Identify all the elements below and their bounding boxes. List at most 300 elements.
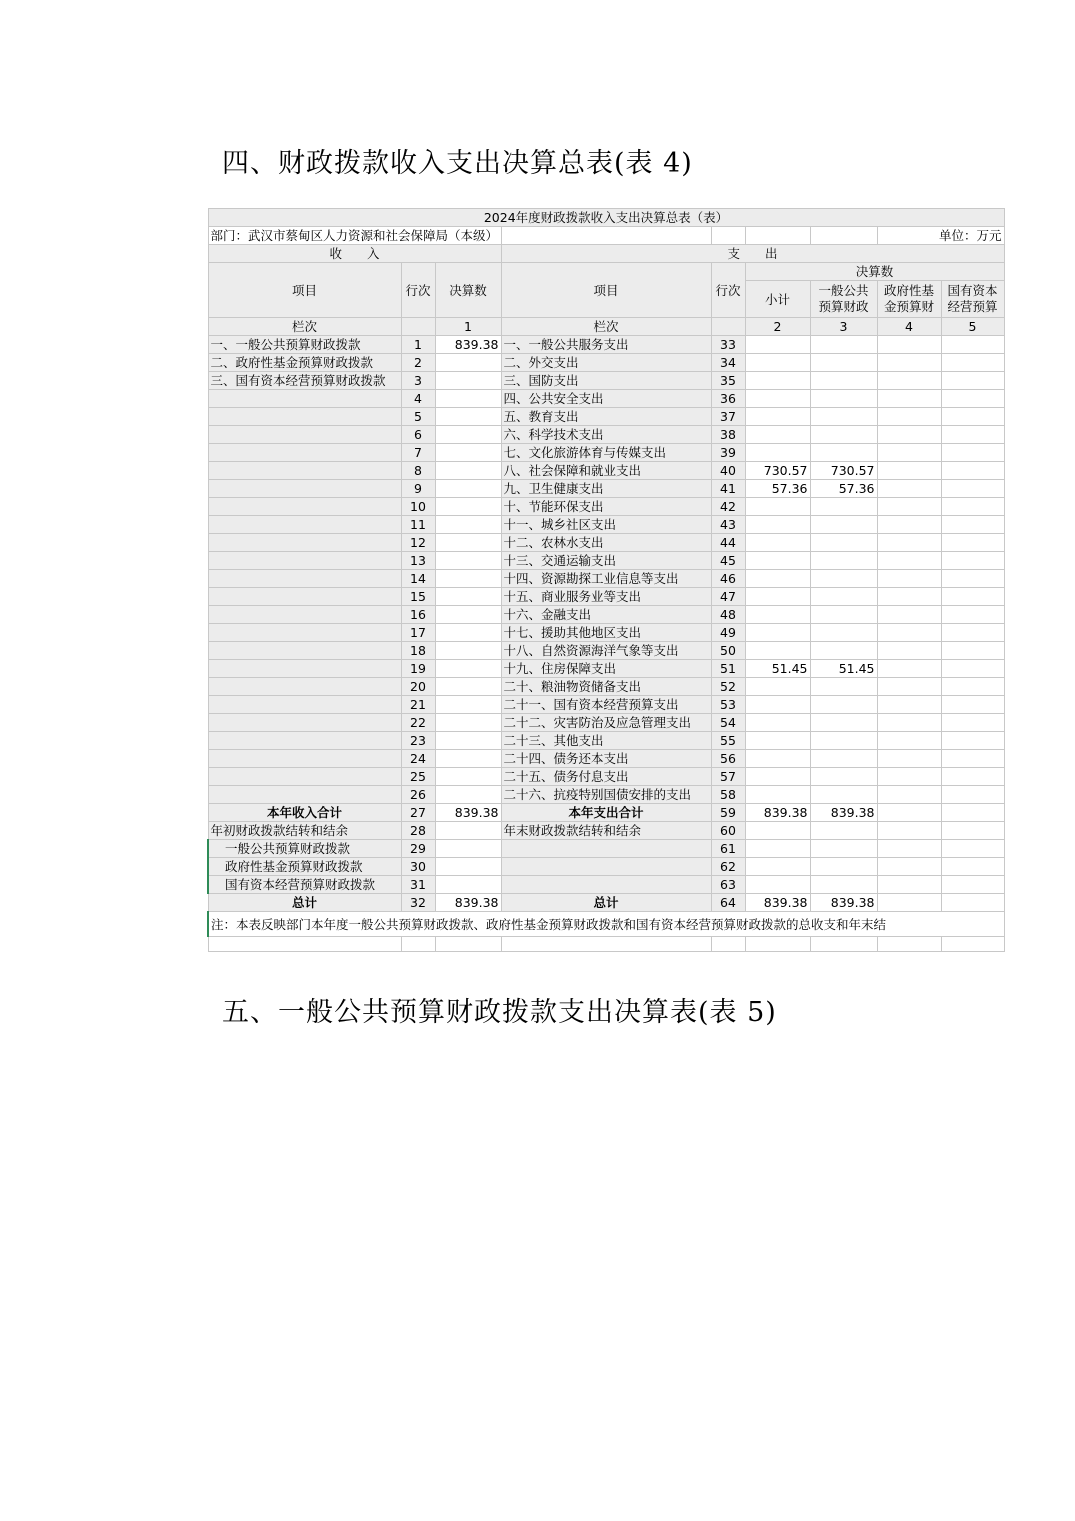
state-capital-cell: [941, 336, 1004, 354]
expense-item-cell: 十四、资源勘探工业信息等支出: [501, 570, 711, 588]
expense-row-no-cell: 33: [711, 336, 745, 354]
income-item-cell: 总计: [208, 894, 401, 912]
general-budget-cell: [810, 552, 877, 570]
unit-label: 单位：万元: [877, 227, 1004, 245]
table-title: 2024年度财政拨款收入支出决算总表（表）: [208, 209, 1004, 227]
income-row-no-cell: 8: [401, 462, 435, 480]
general-budget-cell: 730.57: [810, 462, 877, 480]
subtotal-cell: [745, 696, 810, 714]
income-row-no-cell: 24: [401, 750, 435, 768]
expense-item-cell: 四、公共安全支出: [501, 390, 711, 408]
expense-item-cell: 十三、交通运输支出: [501, 552, 711, 570]
state-capital-cell: [941, 624, 1004, 642]
table-row: [208, 426, 1004, 444]
total-row: [208, 858, 1004, 876]
table-row: [208, 624, 1004, 642]
income-amount-cell: [435, 624, 501, 642]
expense-row-no-cell: 60: [711, 822, 745, 840]
blank-cell: [208, 937, 401, 952]
subtotal-cell: [745, 354, 810, 372]
income-row-no-cell: 18: [401, 642, 435, 660]
expense-header: 支 出: [501, 245, 1004, 263]
income-row-no-cell: 28: [401, 822, 435, 840]
income-amount-cell: 839.38: [435, 894, 501, 912]
col-header-general: 一般公共预算财政: [810, 281, 877, 318]
state-capital-cell: [941, 372, 1004, 390]
col-header-fund: 政府性基金预算财: [877, 281, 941, 318]
general-budget-cell: [810, 822, 877, 840]
income-amount-cell: [435, 696, 501, 714]
expense-row-no-cell: 53: [711, 696, 745, 714]
subtotal-cell: [745, 822, 810, 840]
income-row-no-cell: 23: [401, 732, 435, 750]
department-label: 部门：武汉市蔡甸区人力资源和社会保障局（本级）: [208, 227, 501, 245]
income-item-cell: [208, 498, 401, 516]
subtotal-cell: [745, 570, 810, 588]
general-budget-cell: 839.38: [810, 894, 877, 912]
state-capital-cell: [941, 426, 1004, 444]
income-amount-cell: [435, 570, 501, 588]
subtotal-cell: [745, 624, 810, 642]
income-row-no-cell: 20: [401, 678, 435, 696]
expense-item-cell: [501, 840, 711, 858]
general-budget-cell: [810, 570, 877, 588]
expense-row-no-cell: 56: [711, 750, 745, 768]
expense-item-cell: 年末财政拨款结转和结余: [501, 822, 711, 840]
subtotal-cell: [745, 552, 810, 570]
state-capital-cell: [941, 534, 1004, 552]
col-group-juesuanshu: 决算数: [745, 263, 1004, 281]
income-amount-cell: [435, 390, 501, 408]
income-amount-cell: [435, 480, 501, 498]
meta-empty-cell: [711, 227, 745, 245]
state-capital-cell: [941, 840, 1004, 858]
table-row: [208, 498, 1004, 516]
expense-row-no-cell: 64: [711, 894, 745, 912]
state-capital-cell: [941, 732, 1004, 750]
subtotal-cell: [745, 786, 810, 804]
state-capital-cell: [941, 408, 1004, 426]
expense-item-cell: 十九、住房保障支出: [501, 660, 711, 678]
col-index-1: 1: [435, 318, 501, 336]
income-row-no-cell: 22: [401, 714, 435, 732]
income-amount-cell: 839.38: [435, 336, 501, 354]
general-budget-cell: [810, 426, 877, 444]
expense-item-cell: 三、国防支出: [501, 372, 711, 390]
subtotal-cell: [745, 768, 810, 786]
fund-budget-cell: [877, 426, 941, 444]
income-item-cell: 政府性基金预算财政拨款: [208, 858, 401, 876]
general-budget-cell: [810, 336, 877, 354]
col-index-label: 栏次: [208, 318, 401, 336]
table-row: [208, 588, 1004, 606]
table-row: [208, 606, 1004, 624]
income-row-no-cell: 14: [401, 570, 435, 588]
income-row-no-cell: 31: [401, 876, 435, 894]
income-amount-cell: [435, 660, 501, 678]
state-capital-cell: [941, 876, 1004, 894]
income-row-no-cell: 26: [401, 786, 435, 804]
state-capital-cell: [941, 714, 1004, 732]
subtotal-cell: [745, 750, 810, 768]
col-header-item: 项目: [208, 263, 401, 318]
income-item-cell: [208, 426, 401, 444]
col-index-5: 5: [941, 318, 1004, 336]
income-item-cell: [208, 624, 401, 642]
general-budget-cell: [810, 606, 877, 624]
income-row-no-cell: 2: [401, 354, 435, 372]
blank-cell: [810, 937, 877, 952]
expense-item-cell: 七、文化旅游体育与传媒支出: [501, 444, 711, 462]
subtotal-cell: 839.38: [745, 804, 810, 822]
income-amount-cell: [435, 534, 501, 552]
subtotal-cell: [745, 336, 810, 354]
income-item-cell: 一、一般公共预算财政拨款: [208, 336, 401, 354]
subtotal-cell: 51.45: [745, 660, 810, 678]
income-row-no-cell: 4: [401, 390, 435, 408]
table-row: [208, 732, 1004, 750]
fund-budget-cell: [877, 498, 941, 516]
general-budget-cell: [810, 678, 877, 696]
group-header-row: [208, 263, 1004, 281]
table-row: [208, 444, 1004, 462]
table-row: [208, 786, 1004, 804]
subtotal-cell: [745, 390, 810, 408]
income-amount-cell: [435, 714, 501, 732]
income-amount-cell: [435, 732, 501, 750]
meta-empty-cell: [501, 227, 711, 245]
expense-row-no-cell: 35: [711, 372, 745, 390]
expense-row-no-cell: 50: [711, 642, 745, 660]
subtotal-cell: [745, 498, 810, 516]
expense-row-no-cell: 40: [711, 462, 745, 480]
income-row-no-cell: 16: [401, 606, 435, 624]
state-capital-cell: [941, 354, 1004, 372]
table-row: [208, 768, 1004, 786]
expense-item-cell: [501, 858, 711, 876]
income-item-cell: 国有资本经营预算财政拨款: [208, 876, 401, 894]
income-item-cell: [208, 408, 401, 426]
table-row: [208, 336, 1004, 354]
total-row: [208, 804, 1004, 822]
expense-row-no-cell: 45: [711, 552, 745, 570]
meta-empty-cell: [745, 227, 810, 245]
subtotal-cell: [745, 840, 810, 858]
general-budget-cell: [810, 714, 877, 732]
fund-budget-cell: [877, 588, 941, 606]
general-budget-cell: [810, 624, 877, 642]
expense-row-no-cell: 58: [711, 786, 745, 804]
income-item-cell: [208, 660, 401, 678]
blank-cell: [435, 937, 501, 952]
expense-item-cell: 二十三、其他支出: [501, 732, 711, 750]
state-capital-cell: [941, 606, 1004, 624]
total-row: [208, 822, 1004, 840]
general-budget-cell: [810, 768, 877, 786]
income-row-no-cell: 15: [401, 588, 435, 606]
expense-row-no-cell: 51: [711, 660, 745, 678]
blank-cell: [745, 937, 810, 952]
income-row-no-cell: 3: [401, 372, 435, 390]
expense-item-cell: 二十二、灾害防治及应急管理支出: [501, 714, 711, 732]
expense-item-cell: 总计: [501, 894, 711, 912]
income-item-cell: [208, 444, 401, 462]
state-capital-cell: [941, 498, 1004, 516]
col-index-empty: [711, 318, 745, 336]
expense-row-no-cell: 43: [711, 516, 745, 534]
expense-item-cell: 十五、商业服务业等支出: [501, 588, 711, 606]
state-capital-cell: [941, 660, 1004, 678]
expense-item-cell: 本年支出合计: [501, 804, 711, 822]
general-budget-cell: [810, 372, 877, 390]
fund-budget-cell: [877, 624, 941, 642]
subtotal-cell: 839.38: [745, 894, 810, 912]
income-item-cell: [208, 588, 401, 606]
table-row: [208, 516, 1004, 534]
general-budget-cell: [810, 876, 877, 894]
income-item-cell: [208, 732, 401, 750]
fund-budget-cell: [877, 822, 941, 840]
income-amount-cell: [435, 840, 501, 858]
state-capital-cell: [941, 570, 1004, 588]
note-row: [208, 912, 1004, 937]
income-amount-cell: [435, 858, 501, 876]
col-index-2: 2: [745, 318, 810, 336]
fund-budget-cell: [877, 570, 941, 588]
fund-budget-cell: [877, 354, 941, 372]
income-amount-cell: [435, 408, 501, 426]
income-amount-cell: [435, 876, 501, 894]
appropriation-summary-table: [207, 208, 1005, 952]
table-row: [208, 696, 1004, 714]
fund-budget-cell: [877, 768, 941, 786]
blank-cell: [877, 937, 941, 952]
fund-budget-cell: [877, 534, 941, 552]
income-amount-cell: [435, 552, 501, 570]
income-amount-cell: [435, 354, 501, 372]
general-budget-cell: [810, 408, 877, 426]
table-row: [208, 570, 1004, 588]
state-capital-cell: [941, 768, 1004, 786]
expense-item-cell: 十七、援助其他地区支出: [501, 624, 711, 642]
state-capital-cell: [941, 894, 1004, 912]
income-amount-cell: [435, 750, 501, 768]
income-amount-cell: [435, 462, 501, 480]
total-row: [208, 894, 1004, 912]
income-item-cell: [208, 750, 401, 768]
income-amount-cell: [435, 768, 501, 786]
income-amount-cell: [435, 426, 501, 444]
expense-row-no-cell: 44: [711, 534, 745, 552]
subtotal-cell: [745, 732, 810, 750]
income-item-cell: [208, 480, 401, 498]
expense-item-cell: 十二、农林水支出: [501, 534, 711, 552]
fund-budget-cell: [877, 858, 941, 876]
fund-budget-cell: [877, 642, 941, 660]
col-header-state: 国有资本经营预算: [941, 281, 1004, 318]
expense-item-cell: 十一、城乡社区支出: [501, 516, 711, 534]
table-row: [208, 660, 1004, 678]
total-row: [208, 876, 1004, 894]
income-item-cell: [208, 606, 401, 624]
expense-item-cell: 五、教育支出: [501, 408, 711, 426]
expense-item-cell: 二十、粮油物资储备支出: [501, 678, 711, 696]
blank-cell: [501, 937, 711, 952]
expense-row-no-cell: 57: [711, 768, 745, 786]
income-row-no-cell: 19: [401, 660, 435, 678]
income-row-no-cell: 1: [401, 336, 435, 354]
income-row-no-cell: 21: [401, 696, 435, 714]
table-row: [208, 480, 1004, 498]
expense-item-cell: 二十六、抗疫特别国债安排的支出: [501, 786, 711, 804]
state-capital-cell: [941, 822, 1004, 840]
income-item-cell: 三、国有资本经营预算财政拨款: [208, 372, 401, 390]
state-capital-cell: [941, 804, 1004, 822]
fund-budget-cell: [877, 390, 941, 408]
state-capital-cell: [941, 390, 1004, 408]
income-item-cell: [208, 786, 401, 804]
income-item-cell: [208, 714, 401, 732]
general-budget-cell: 51.45: [810, 660, 877, 678]
income-row-no-cell: 13: [401, 552, 435, 570]
general-budget-cell: 839.38: [810, 804, 877, 822]
income-row-no-cell: 5: [401, 408, 435, 426]
expense-row-no-cell: 48: [711, 606, 745, 624]
table-row: [208, 408, 1004, 426]
expense-item-cell: 二、外交支出: [501, 354, 711, 372]
section-header-row: [208, 245, 1004, 263]
income-row-no-cell: 17: [401, 624, 435, 642]
income-row-no-cell: 25: [401, 768, 435, 786]
fund-budget-cell: [877, 516, 941, 534]
table-note: 注：本表反映部门本年度一般公共预算财政拨款、政府性基金预算财政拨款和国有资本经营预算财政拨款的总收支和年末结: [208, 912, 1004, 937]
income-amount-cell: [435, 786, 501, 804]
table-row: [208, 642, 1004, 660]
blank-cell: [711, 937, 745, 952]
table-row: [208, 714, 1004, 732]
income-row-no-cell: 12: [401, 534, 435, 552]
expense-row-no-cell: 37: [711, 408, 745, 426]
state-capital-cell: [941, 588, 1004, 606]
subtotal-cell: [745, 642, 810, 660]
general-budget-cell: [810, 444, 877, 462]
expense-row-no-cell: 41: [711, 480, 745, 498]
fund-budget-cell: [877, 696, 941, 714]
general-budget-cell: 57.36: [810, 480, 877, 498]
subtotal-cell: [745, 606, 810, 624]
blank-cell: [401, 937, 435, 952]
fund-budget-cell: [877, 444, 941, 462]
income-row-no-cell: 30: [401, 858, 435, 876]
general-budget-cell: [810, 858, 877, 876]
table-title-row: [208, 209, 1004, 227]
meta-empty-cell: [810, 227, 877, 245]
income-amount-cell: [435, 444, 501, 462]
expense-row-no-cell: 52: [711, 678, 745, 696]
subtotal-cell: [745, 588, 810, 606]
general-budget-cell: [810, 732, 877, 750]
income-item-cell: [208, 642, 401, 660]
table-row: [208, 750, 1004, 768]
general-budget-cell: [810, 642, 877, 660]
expense-item-cell: 二十四、债务还本支出: [501, 750, 711, 768]
fund-budget-cell: [877, 732, 941, 750]
income-row-no-cell: 10: [401, 498, 435, 516]
income-item-cell: [208, 516, 401, 534]
expense-item-cell: 十六、金融支出: [501, 606, 711, 624]
subtotal-cell: [745, 516, 810, 534]
general-budget-cell: [810, 498, 877, 516]
blank-row: [208, 937, 1004, 952]
table-row: [208, 462, 1004, 480]
fund-budget-cell: [877, 804, 941, 822]
fund-budget-cell: [877, 660, 941, 678]
state-capital-cell: [941, 858, 1004, 876]
state-capital-cell: [941, 516, 1004, 534]
general-budget-cell: [810, 390, 877, 408]
state-capital-cell: [941, 642, 1004, 660]
general-budget-cell: [810, 516, 877, 534]
col-header-amount: 决算数: [435, 263, 501, 318]
expense-item-cell: [501, 876, 711, 894]
income-item-cell: [208, 390, 401, 408]
income-item-cell: 一般公共预算财政拨款: [208, 840, 401, 858]
expense-row-no-cell: 61: [711, 840, 745, 858]
state-capital-cell: [941, 696, 1004, 714]
income-amount-cell: [435, 822, 501, 840]
expense-item-cell: 八、社会保障和就业支出: [501, 462, 711, 480]
table-row: [208, 372, 1004, 390]
col-index-exp-label: 栏次: [501, 318, 711, 336]
expense-row-no-cell: 54: [711, 714, 745, 732]
fund-budget-cell: [877, 336, 941, 354]
fund-budget-cell: [877, 408, 941, 426]
income-header: 收 入: [208, 245, 501, 263]
income-amount-cell: [435, 516, 501, 534]
income-amount-cell: [435, 606, 501, 624]
col-index-4: 4: [877, 318, 941, 336]
subtotal-cell: [745, 714, 810, 732]
income-item-cell: [208, 462, 401, 480]
expense-item-cell: 二十一、国有资本经营预算支出: [501, 696, 711, 714]
fund-budget-cell: [877, 786, 941, 804]
table-row: [208, 552, 1004, 570]
income-item-cell: [208, 696, 401, 714]
income-item-cell: 年初财政拨款结转和结余: [208, 822, 401, 840]
table-row: [208, 354, 1004, 372]
state-capital-cell: [941, 444, 1004, 462]
general-budget-cell: [810, 534, 877, 552]
expense-item-cell: 六、科学技术支出: [501, 426, 711, 444]
income-row-no-cell: 11: [401, 516, 435, 534]
col-header-exp-row-no: 行次: [711, 263, 745, 318]
income-row-no-cell: 27: [401, 804, 435, 822]
col-header-exp-item: 项目: [501, 263, 711, 318]
income-row-no-cell: 9: [401, 480, 435, 498]
fund-budget-cell: [877, 372, 941, 390]
income-row-no-cell: 6: [401, 426, 435, 444]
general-budget-cell: [810, 354, 877, 372]
fund-budget-cell: [877, 462, 941, 480]
general-budget-cell: [810, 786, 877, 804]
expense-item-cell: 九、卫生健康支出: [501, 480, 711, 498]
total-row: [208, 840, 1004, 858]
general-budget-cell: [810, 840, 877, 858]
col-header-subtotal: 小计: [745, 281, 810, 318]
income-item-cell: [208, 768, 401, 786]
fund-budget-cell: [877, 678, 941, 696]
income-item-cell: [208, 534, 401, 552]
